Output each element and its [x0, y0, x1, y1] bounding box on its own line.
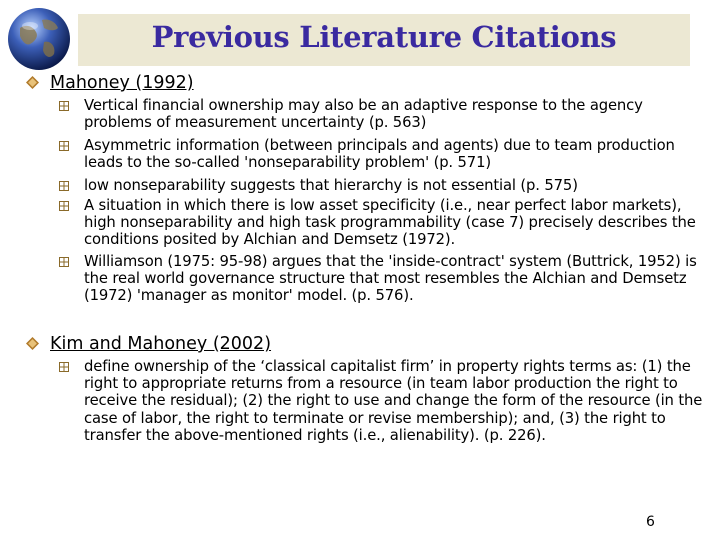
list-item: A situation in which there is low asset specificity (i.e., near perfect labor markets), high nonseparability and high task programmability (case 7) precisely describes the conditions posited by Alchian and Demsetz (1972). [84, 197, 696, 249]
square-bullet-icon [59, 141, 69, 151]
globe-icon [6, 6, 72, 72]
list-item: Williamson (1975: 95-98) argues that the 'inside-contract' system (Buttrick, 1952) is the real world governance structure that most resembles the Alchian and Demsetz (1972) 'manager as monitor' model. (p. 576). [84, 253, 697, 305]
square-bullet-icon [59, 362, 69, 372]
list-item: Asymmetric information (between principals and agents) due to team production leads to the so-called 'nonseparability problem' (p. 571) [84, 137, 675, 172]
square-bullet-icon [59, 101, 69, 111]
diamond-bullet-icon [26, 337, 39, 350]
section-heading-mahoney-1992: Mahoney (1992) [50, 73, 194, 93]
list-item: low nonseparability suggests that hierarchy is not essential (p. 575) [84, 177, 578, 194]
section-heading-kim-mahoney-2002: Kim and Mahoney (2002) [50, 334, 272, 354]
diamond-bullet-icon [26, 76, 39, 89]
list-item: define ownership of the ‘classical capitalist firm’ in property rights terms as: (1) the right to appropriate returns from a resource (in team labor production the right to receive the residual); (2) the right to use and change the form of the resource (in the case of labor, the right to terminate or revise membership); and, (3) the right to transfer the above-mentioned rights (i.e., alienability). (p. 226). [84, 358, 703, 444]
page-number: 6 [646, 514, 655, 530]
square-bullet-icon [59, 201, 69, 211]
square-bullet-icon [59, 181, 69, 191]
square-bullet-icon [59, 257, 69, 267]
slide-title: Previous Literature Citations [151, 20, 617, 54]
list-item: Vertical financial ownership may also be an adaptive response to the agency problems of measurement uncertainty (p. 563) [84, 97, 643, 132]
